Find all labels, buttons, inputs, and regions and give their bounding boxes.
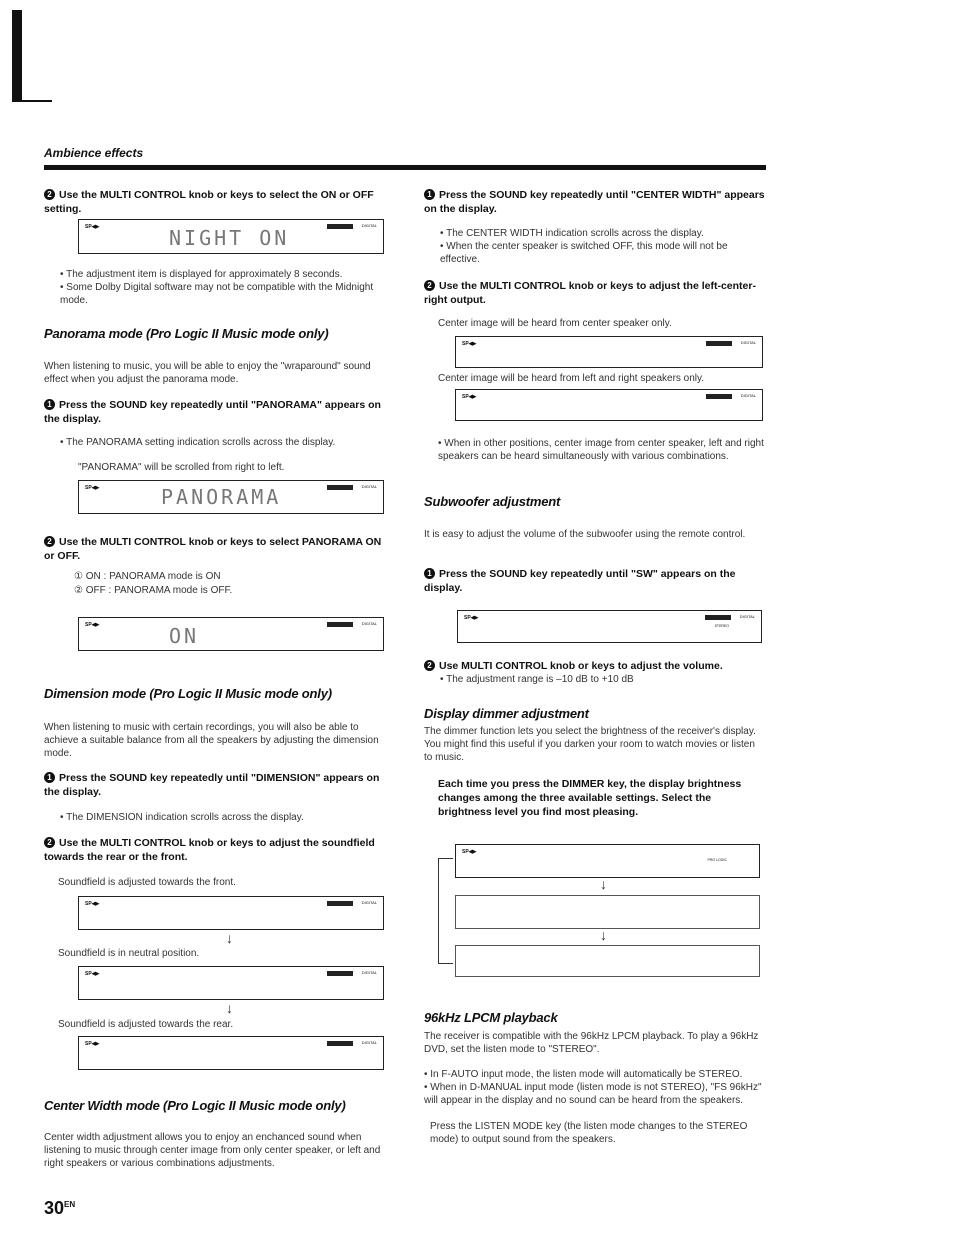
display-dimmer-3 (455, 945, 760, 977)
display-subwoofer: SP◀▶ DIGITAL STEREO (457, 610, 762, 643)
display-dimension-neutral: SP◀▶ DIGITAL (78, 966, 384, 1000)
display-night: SP◀▶ NIGHT ON DIGITAL (78, 219, 384, 254)
display-dimension-front: SP◀▶ DIGITAL (78, 896, 384, 930)
centerwidth-intro: Center width adjustment allows you to enjoy an enchanced sound when listening to music through center image from only center speaker, or left and right speakers or various combinations adjustments. (44, 1132, 381, 1169)
lpcm-note-1: • In F-AUTO input mode, the listen mode will automatically be STEREO. (424, 1069, 743, 1080)
dimension-title: Dimension mode (Pro Logic II Music mode only) (44, 686, 332, 701)
subwoofer-title: Subwoofer adjustment (424, 494, 561, 509)
dimmer-title: Display dimmer adjustment (424, 706, 589, 721)
corner-bar (12, 10, 22, 102)
panorama-scroll: "PANORAMA" will be scrolled from right to left. (78, 462, 285, 473)
arrow-down-icon: ↓ (600, 876, 607, 892)
display-dimension-rear: SP◀▶ DIGITAL (78, 1036, 384, 1070)
display-dimmer-1: SP◀▶ PRO LOGIC (455, 844, 760, 878)
subwoofer-intro: It is easy to adjust the volume of the subwoofer using the remote control. (424, 529, 746, 540)
dimension-intro: When listening to music with certain recordings, you will also be able to achieve a suitable balance from all the speakers by adjusting the dimension mode. (44, 722, 379, 759)
panorama-note1: • The PANORAMA setting indication scrolls across the display. (60, 437, 336, 448)
display-cw-lr: SP◀▶ DIGITAL (455, 389, 763, 421)
panorama-title: Panorama mode (Pro Logic II Music mode only) (44, 326, 329, 341)
arrow-down-icon: ↓ (226, 930, 233, 946)
display-panorama-on: SP◀▶ ON DIGITAL (78, 617, 384, 651)
panorama-step2: 2 Use the MULTI CONTROL knob or keys to select PANORAMA ON or OFF. (44, 536, 382, 562)
panorama-intro: When listening to music, you will be able to enjoy the "wraparound" sound effect when you adjust the panorama mode. (44, 361, 371, 385)
step-night: 2 Use the MULTI CONTROL knob or keys to select the ON or OFF setting. (44, 189, 374, 215)
panorama-on: ① ON : PANORAMA mode is ON (74, 571, 221, 582)
dimmer-intro: The dimmer function lets you select the brightness of the receiver's display. You might find this useful if you darken your room to watch movies or listen to music. (424, 726, 756, 763)
corner-line (12, 100, 52, 102)
dimension-step2: 2 Use the MULTI CONTROL knob or keys to adjust the soundfield towards the rear or the front. (44, 837, 375, 863)
dimmer-cycle-bracket (438, 858, 453, 964)
section-title: Ambience effects (44, 146, 144, 160)
cw-lr: Center image will be heard from left and right speakers only. (438, 373, 705, 384)
lpcm-note-3: Press the LISTEN MODE key (the listen mode changes to the STEREO mode) to output sound from the speakers. (430, 1121, 748, 1145)
display-cw-center: SP◀▶ DIGITAL (455, 336, 763, 368)
dimension-note1: • The DIMENSION indication scrolls across the display. (60, 812, 304, 823)
centerwidth-title: Center Width mode (Pro Logic II Music mode only) (44, 1098, 346, 1113)
cw-step1: 1 Press the SOUND key repeatedly until "CENTER WIDTH" appears on the display. (424, 189, 765, 215)
cw-note1-1: • The CENTER WIDTH indication scrolls across the display. (440, 228, 704, 239)
display-dimmer-2 (455, 895, 760, 929)
panorama-off: ② OFF : PANORAMA mode is OFF. (74, 585, 233, 596)
cw-only: Center image will be heard from center speaker only. (438, 318, 672, 329)
subwoofer-note: • The adjustment range is –10 dB to +10 dB (440, 674, 634, 685)
page-number: $30^{EN}$ (44, 1198, 76, 1218)
cw-step2: 2 Use the MULTI CONTROL knob or keys to adjust the left-center-right output. (424, 280, 756, 306)
panorama-step1: 1 Press the SOUND key repeatedly until "PANORAMA" appears on the display. (44, 399, 381, 425)
arrow-down-icon: ↓ (600, 927, 607, 943)
lpcm-intro: The receiver is compatible with the 96kHz LPCM playback. To play a 96kHz DVD, set the listen mode to "STEREO". (424, 1031, 759, 1055)
subwoofer-step2: 2 Use MULTI CONTROL knob or keys to adjust the volume. (424, 659, 766, 673)
note-night-1: • The adjustment item is displayed for approximately 8 seconds. (60, 269, 343, 280)
section-rule (44, 165, 766, 170)
cw-note2: • When in other positions, center image from center speaker, left and right speakers can be heard simultaneously with various combinations. (438, 438, 764, 462)
lpcm-title: 96kHz LPCM playback (424, 1010, 558, 1025)
display-panorama: SP◀▶ PANORAMA DIGITAL (78, 480, 384, 514)
dimmer-bold: Each time you press the DIMMER key, the display brightness changes among the three available settings. Select the brightness level you find most pleasing. (438, 778, 742, 818)
dimension-rear: Soundfield is adjusted towards the rear. (58, 1019, 234, 1030)
dimension-neutral: Soundfield is in neutral position. (58, 948, 200, 959)
dimension-step1: 1 Press the SOUND key repeatedly until "DIMENSION" appears on the display. (44, 772, 380, 798)
subwoofer-step1: 1 Press the SOUND key repeatedly until "SW" appears on the display. (424, 568, 736, 594)
lpcm-note-2: • When in D-MANUAL input mode (listen mode is not STEREO), "FS 96kHz" will appear in the display and no sound can be heard from the speakers. (424, 1082, 762, 1106)
dimension-front: Soundfield is adjusted towards the front. (58, 877, 236, 888)
note-night-2: • Some Dolby Digital software may not be compatible with the Midnight mode. (60, 282, 374, 306)
arrow-down-icon: ↓ (226, 1000, 233, 1016)
cw-note1-2: • When the center speaker is switched OFF, this mode will not be effective. (440, 241, 728, 265)
